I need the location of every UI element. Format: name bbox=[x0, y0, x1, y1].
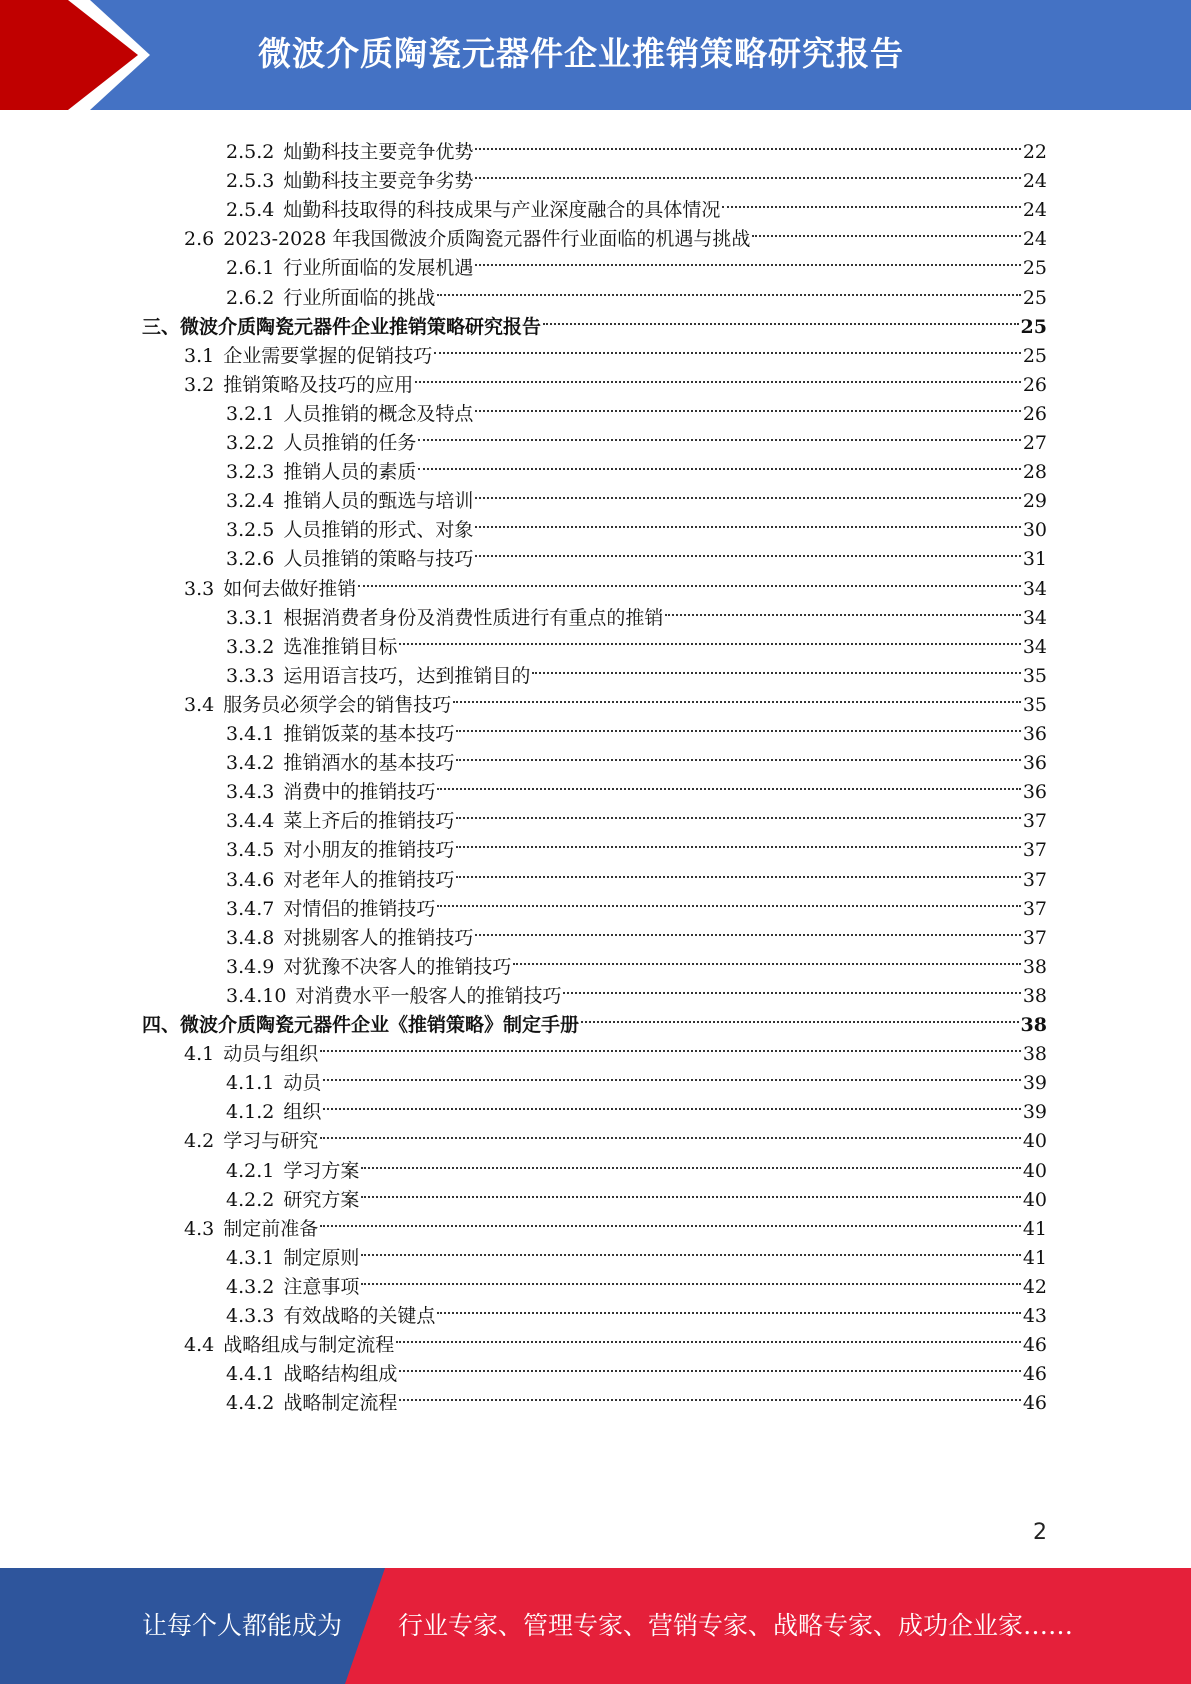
toc-dot-leader bbox=[475, 534, 1020, 565]
toc-entry-page: 34 bbox=[1022, 636, 1047, 658]
toc-dot-leader bbox=[437, 767, 1020, 798]
toc-entry-number: 3.4.1 bbox=[226, 723, 275, 745]
toc-entry-title: 灿勤科技主要竞争优势 bbox=[283, 141, 474, 163]
toc-entry-number: 3.3.1 bbox=[226, 607, 275, 629]
toc-entry-page: 27 bbox=[1022, 432, 1047, 454]
toc-entry[interactable] bbox=[226, 913, 1047, 949]
toc-entry[interactable] bbox=[226, 1349, 1047, 1385]
toc-entry-number: 4.4.2 bbox=[226, 1392, 275, 1414]
toc-entry[interactable] bbox=[226, 156, 1047, 192]
toc-entry-page: 38 bbox=[1020, 1014, 1047, 1036]
toc-dot-leader bbox=[361, 1146, 1020, 1177]
toc-entry-title: 微波介质陶瓷元器件企业《推销策略》制定手册 bbox=[180, 1014, 580, 1036]
toc-entry-title: 对挑剔客人的推销技巧 bbox=[283, 927, 474, 949]
toc-entry-page: 34 bbox=[1022, 578, 1047, 600]
toc-entry-number: 3.4.10 bbox=[226, 985, 287, 1007]
toc-entry-title: 研究方案 bbox=[283, 1189, 360, 1211]
toc-entry-page: 26 bbox=[1022, 374, 1047, 396]
toc-entry[interactable] bbox=[184, 214, 1047, 250]
toc-dot-leader bbox=[361, 1233, 1020, 1264]
toc-dot-leader bbox=[543, 302, 1019, 333]
toc-entry-page: 25 bbox=[1022, 257, 1047, 279]
toc-entry-title: 人员推销的形式、对象 bbox=[283, 519, 474, 541]
page-number: 2 bbox=[1033, 1520, 1047, 1545]
toc-entry-number: 4.1.1 bbox=[226, 1072, 275, 1094]
toc-entry-page: 28 bbox=[1022, 461, 1047, 483]
toc-entry-page: 30 bbox=[1022, 519, 1047, 541]
toc-dot-leader bbox=[513, 942, 1020, 973]
toc-entry-number: 3.4.3 bbox=[226, 781, 275, 803]
footer-slogan-left: 让每个人都能成为 bbox=[142, 1611, 343, 1640]
toc-entry-title: 战略组成与制定流程 bbox=[223, 1334, 395, 1356]
toc-entry-page: 37 bbox=[1022, 839, 1047, 861]
toc-entry-page: 39 bbox=[1022, 1072, 1047, 1094]
toc-dot-leader bbox=[320, 1116, 1021, 1147]
toc-entry[interactable] bbox=[226, 243, 1047, 279]
toc-entry-title: 制定前准备 bbox=[223, 1218, 319, 1240]
toc-entry-page: 25 bbox=[1022, 287, 1047, 309]
toc-entry-number: 3.4.4 bbox=[226, 810, 275, 832]
toc-entry-number: 4.2.2 bbox=[226, 1189, 275, 1211]
toc-dot-leader bbox=[418, 447, 1020, 478]
toc-entry-number: 3.2.2 bbox=[226, 432, 275, 454]
toc-entry-title: 2023-2028 年我国微波介质陶瓷元器件行业面临的机遇与挑战 bbox=[223, 228, 751, 250]
toc-entry-title: 消费中的推销技巧 bbox=[283, 781, 436, 803]
toc-dot-leader bbox=[434, 331, 1021, 362]
toc-entry-title: 战略结构组成 bbox=[283, 1363, 398, 1385]
toc-entry-number: 3.2.6 bbox=[226, 548, 275, 570]
toc-entry-page: 46 bbox=[1022, 1334, 1047, 1356]
toc-entry-number: 4.2 bbox=[184, 1130, 215, 1152]
toc-entry[interactable] bbox=[142, 302, 1047, 338]
toc-entry[interactable] bbox=[226, 127, 1047, 163]
toc-entry-number: 3.4.5 bbox=[226, 839, 275, 861]
toc-dot-leader bbox=[475, 476, 1020, 507]
toc-dot-leader bbox=[722, 185, 1020, 216]
toc-dot-leader bbox=[456, 709, 1020, 740]
toc-entry-page: 24 bbox=[1022, 228, 1047, 250]
toc-entry-number: 3.2 bbox=[184, 374, 215, 396]
toc-entry[interactable] bbox=[226, 476, 1047, 512]
toc-entry[interactable] bbox=[226, 1291, 1047, 1327]
toc-entry[interactable] bbox=[142, 1000, 1047, 1036]
toc-entry-number: 4.3 bbox=[184, 1218, 215, 1240]
toc-entry-number: 4.3.3 bbox=[226, 1305, 275, 1327]
toc-entry[interactable] bbox=[226, 418, 1047, 454]
toc-entry-title: 对情侣的推销技巧 bbox=[283, 898, 436, 920]
toc-dot-leader bbox=[320, 1029, 1021, 1060]
toc-entry[interactable] bbox=[226, 185, 1047, 221]
toc-entry-number: 4.4.1 bbox=[226, 1363, 275, 1385]
toc-entry-number: 4.1 bbox=[184, 1043, 215, 1065]
toc-entry[interactable] bbox=[226, 505, 1047, 541]
toc-entry-title: 有效战略的关键点 bbox=[283, 1305, 436, 1327]
toc-entry-number: 4.2.1 bbox=[226, 1160, 275, 1182]
toc-entry-title: 学习方案 bbox=[283, 1160, 360, 1182]
toc-entry-number: 3.1 bbox=[184, 345, 215, 367]
toc-entry-number: 4.3.1 bbox=[226, 1247, 275, 1269]
toc-dot-leader bbox=[437, 273, 1020, 304]
toc-entry-title: 动员与组织 bbox=[223, 1043, 319, 1065]
toc-entry-page: 37 bbox=[1022, 810, 1047, 832]
toc-entry-title: 行业所面临的发展机遇 bbox=[283, 257, 474, 279]
toc-entry[interactable] bbox=[184, 564, 1047, 600]
toc-entry-title: 推销饭菜的基本技巧 bbox=[283, 723, 455, 745]
toc-entry-title: 人员推销的概念及特点 bbox=[283, 403, 474, 425]
toc-entry[interactable] bbox=[226, 1378, 1047, 1414]
toc-entry-page: 37 bbox=[1022, 898, 1047, 920]
toc-entry-page: 31 bbox=[1022, 548, 1047, 570]
toc-entry[interactable] bbox=[226, 796, 1047, 832]
toc-entry-title: 对小朋友的推销技巧 bbox=[283, 839, 455, 861]
toc-dot-leader bbox=[456, 738, 1020, 769]
toc-entry-number: 4.3.2 bbox=[226, 1276, 275, 1298]
toc-entry-title: 人员推销的任务 bbox=[283, 432, 417, 454]
toc-entry-number: 2.6 bbox=[184, 228, 215, 250]
toc-entry-number: 2.6.2 bbox=[226, 287, 275, 309]
toc-entry-title: 制定原则 bbox=[283, 1247, 360, 1269]
header-arrow-icon bbox=[0, 0, 138, 110]
toc-entry-number: 4.1.2 bbox=[226, 1101, 275, 1123]
toc-entry[interactable] bbox=[226, 1087, 1047, 1123]
toc-entry-page: 41 bbox=[1022, 1218, 1047, 1240]
toc-entry[interactable] bbox=[226, 738, 1047, 774]
toc-entry-page: 46 bbox=[1022, 1392, 1047, 1414]
toc-entry-title: 选准推销目标 bbox=[283, 636, 398, 658]
toc-entry-title: 行业所面临的挑战 bbox=[283, 287, 436, 309]
toc-entry-title: 运用语言技巧，达到推销目的 bbox=[283, 665, 531, 687]
toc-dot-leader bbox=[752, 214, 1020, 245]
toc-dot-leader bbox=[665, 593, 1020, 624]
toc-entry[interactable] bbox=[226, 1146, 1047, 1182]
toc-entry-number: 3.2.4 bbox=[226, 490, 275, 512]
toc-entry-number: 3.2.5 bbox=[226, 519, 275, 541]
toc-dot-leader bbox=[399, 1349, 1020, 1380]
toc-entry[interactable] bbox=[226, 593, 1047, 629]
toc-entry[interactable] bbox=[226, 767, 1047, 803]
toc-entry-page: 40 bbox=[1022, 1130, 1047, 1152]
toc-dot-leader bbox=[456, 825, 1020, 856]
toc-entry[interactable] bbox=[226, 942, 1047, 978]
toc-entry-page: 25 bbox=[1020, 316, 1047, 338]
toc-entry[interactable] bbox=[184, 360, 1047, 396]
toc-entry[interactable] bbox=[184, 680, 1047, 716]
toc-entry-page: 35 bbox=[1022, 694, 1047, 716]
toc-entry-title: 动员 bbox=[283, 1072, 322, 1094]
toc-dot-leader bbox=[399, 1378, 1020, 1409]
toc-entry[interactable] bbox=[184, 1320, 1047, 1356]
toc-entry-number: 3.4.9 bbox=[226, 956, 275, 978]
toc-entry-page: 46 bbox=[1022, 1363, 1047, 1385]
toc-entry-page: 39 bbox=[1022, 1101, 1047, 1123]
toc-entry-title: 组织 bbox=[283, 1101, 322, 1123]
toc-entry[interactable] bbox=[226, 273, 1047, 309]
toc-entry[interactable] bbox=[184, 331, 1047, 367]
toc-entry-title: 菜上齐后的推销技巧 bbox=[283, 810, 455, 832]
toc-entry-title: 推销人员的甄选与培训 bbox=[283, 490, 474, 512]
toc-entry-number: 3.4.6 bbox=[226, 869, 275, 891]
toc-entry-page: 38 bbox=[1022, 956, 1047, 978]
toc-entry-number: 3.4.7 bbox=[226, 898, 275, 920]
toc-entry-page: 40 bbox=[1022, 1160, 1047, 1182]
toc-entry-title: 企业需要掌握的促销技巧 bbox=[223, 345, 433, 367]
toc-entry-title: 如何去做好推销 bbox=[223, 578, 357, 600]
toc-dot-leader bbox=[361, 1262, 1020, 1293]
toc-entry[interactable] bbox=[184, 1116, 1047, 1152]
toc-entry-number: 3.3.3 bbox=[226, 665, 275, 687]
toc-entry-title: 微波介质陶瓷元器件企业推销策略研究报告 bbox=[180, 316, 542, 338]
toc-dot-leader bbox=[361, 1175, 1020, 1206]
toc-entry-number: 2.5.3 bbox=[226, 170, 275, 192]
toc-dot-leader bbox=[437, 884, 1020, 915]
toc-entry-number: 四、 bbox=[142, 1014, 181, 1036]
toc-dot-leader bbox=[456, 855, 1020, 886]
toc-entry[interactable] bbox=[226, 971, 1047, 1007]
footer-slogan-right: 行业专家、管理专家、营销专家、战略专家、成功企业家…… bbox=[398, 1611, 1074, 1640]
toc-entry-page: 41 bbox=[1022, 1247, 1047, 1269]
toc-entry-page: 35 bbox=[1022, 665, 1047, 687]
toc-dot-leader bbox=[437, 1291, 1020, 1322]
toc-entry-title: 服务员必须学会的销售技巧 bbox=[223, 694, 452, 716]
toc-entry-number: 3.2.1 bbox=[226, 403, 275, 425]
toc-entry-title: 推销策略及技巧的应用 bbox=[223, 374, 414, 396]
toc-dot-leader bbox=[581, 1000, 1019, 1031]
toc-entry-page: 26 bbox=[1022, 403, 1047, 425]
toc-dot-leader bbox=[418, 418, 1020, 449]
toc-entry[interactable] bbox=[226, 709, 1047, 745]
toc-entry[interactable] bbox=[226, 651, 1047, 687]
toc-entry-title: 学习与研究 bbox=[223, 1130, 319, 1152]
toc-entry-page: 36 bbox=[1022, 723, 1047, 745]
toc-entry-title: 对消费水平一般客人的推销技巧 bbox=[295, 985, 562, 1007]
report-title: 微波介质陶瓷元器件企业推销策略研究报告 bbox=[258, 34, 904, 73]
toc-entry[interactable] bbox=[184, 1029, 1047, 1065]
toc-dot-leader bbox=[475, 389, 1020, 420]
toc-dot-leader bbox=[399, 622, 1020, 653]
toc-dot-leader bbox=[396, 1320, 1021, 1351]
toc-dot-leader bbox=[320, 1204, 1021, 1235]
toc-dot-leader bbox=[563, 971, 1020, 1002]
page-header bbox=[0, 0, 1191, 110]
toc-entry[interactable] bbox=[226, 1262, 1047, 1298]
toc-entry-page: 43 bbox=[1022, 1305, 1047, 1327]
toc-entry-number: 2.5.4 bbox=[226, 199, 275, 221]
toc-dot-leader bbox=[323, 1087, 1020, 1118]
toc-dot-leader bbox=[475, 243, 1020, 274]
toc-entry-title: 推销人员的素质 bbox=[283, 461, 417, 483]
page-footer bbox=[0, 1568, 1191, 1684]
toc-dot-leader bbox=[475, 505, 1020, 536]
toc-entry-number: 3.3.2 bbox=[226, 636, 275, 658]
toc-entry[interactable] bbox=[226, 1175, 1047, 1211]
toc-entry-title: 灿勤科技主要竞争劣势 bbox=[283, 170, 474, 192]
toc-entry[interactable] bbox=[226, 1233, 1047, 1269]
toc-entry-page: 36 bbox=[1022, 752, 1047, 774]
toc-entry-number: 3.4.8 bbox=[226, 927, 275, 949]
toc-entry-number: 3.3 bbox=[184, 578, 215, 600]
toc-entry-page: 29 bbox=[1022, 490, 1047, 512]
toc-entry-title: 推销酒水的基本技巧 bbox=[283, 752, 455, 774]
toc-entry-page: 38 bbox=[1022, 1043, 1047, 1065]
toc-entry-number: 2.6.1 bbox=[226, 257, 275, 279]
toc-entry-page: 42 bbox=[1022, 1276, 1047, 1298]
toc-entry[interactable] bbox=[226, 447, 1047, 483]
toc-entry-title: 灿勤科技取得的科技成果与产业深度融合的具体情况 bbox=[283, 199, 721, 221]
toc-entry-number: 三、 bbox=[142, 316, 181, 338]
toc-dot-leader bbox=[456, 796, 1020, 827]
toc-dot-leader bbox=[532, 651, 1020, 682]
toc-dot-leader bbox=[453, 680, 1021, 711]
toc-entry-title: 人员推销的策略与技巧 bbox=[283, 548, 474, 570]
toc-dot-leader bbox=[323, 1058, 1020, 1089]
toc-entry[interactable] bbox=[226, 1058, 1047, 1094]
toc-entry[interactable] bbox=[184, 1204, 1047, 1240]
toc-entry-page: 36 bbox=[1022, 781, 1047, 803]
toc-entry-title: 对老年人的推销技巧 bbox=[283, 869, 455, 891]
toc-entry[interactable] bbox=[226, 622, 1047, 658]
toc-entry[interactable] bbox=[226, 884, 1047, 920]
toc-dot-leader bbox=[475, 156, 1020, 187]
toc-entry-title: 根据消费者身份及消费性质进行有重点的推销 bbox=[283, 607, 664, 629]
toc-entry-title: 对犹豫不决客人的推销技巧 bbox=[283, 956, 512, 978]
toc-entry-number: 3.4 bbox=[184, 694, 215, 716]
toc-entry-title: 战略制定流程 bbox=[283, 1392, 398, 1414]
toc-entry-page: 22 bbox=[1022, 141, 1047, 163]
toc-entry[interactable] bbox=[226, 855, 1047, 891]
toc-entry[interactable] bbox=[226, 825, 1047, 861]
toc-entry-page: 38 bbox=[1022, 985, 1047, 1007]
toc-dot-leader bbox=[475, 127, 1020, 158]
toc-entry-number: 2.5.2 bbox=[226, 141, 275, 163]
toc-entry[interactable] bbox=[226, 534, 1047, 570]
toc-entry-page: 37 bbox=[1022, 869, 1047, 891]
toc-entry-page: 24 bbox=[1022, 199, 1047, 221]
toc-entry-title: 注意事项 bbox=[283, 1276, 360, 1298]
toc-entry-page: 25 bbox=[1022, 345, 1047, 367]
toc-entry-number: 3.2.3 bbox=[226, 461, 275, 483]
toc-entry-page: 34 bbox=[1022, 607, 1047, 629]
toc-entry-number: 4.4 bbox=[184, 1334, 215, 1356]
toc-entry-page: 24 bbox=[1022, 170, 1047, 192]
toc-entry-number: 3.4.2 bbox=[226, 752, 275, 774]
toc-entry-page: 37 bbox=[1022, 927, 1047, 949]
toc-dot-leader bbox=[358, 564, 1021, 595]
toc-entry[interactable] bbox=[226, 389, 1047, 425]
toc-entry-page: 40 bbox=[1022, 1189, 1047, 1211]
toc-dot-leader bbox=[415, 360, 1021, 391]
toc-dot-leader bbox=[475, 913, 1020, 944]
